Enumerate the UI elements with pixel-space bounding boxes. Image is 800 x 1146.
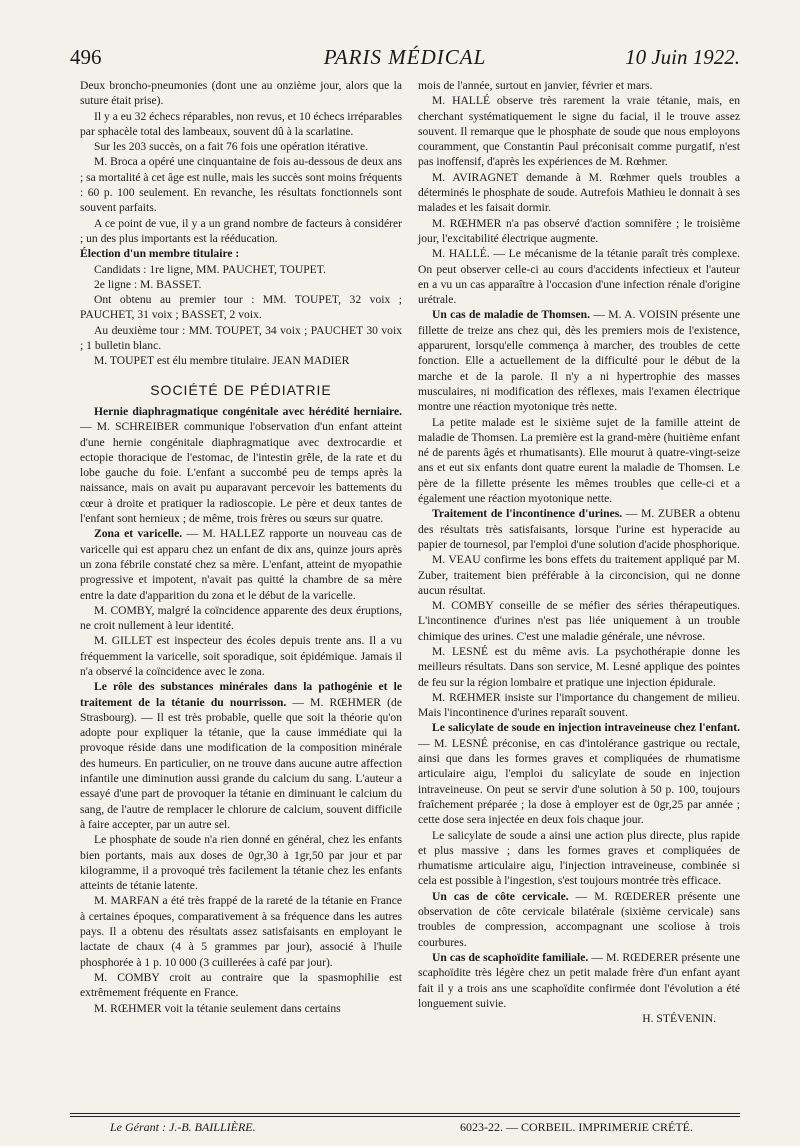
paragraph-text: M. GILLET est inspecteur des écoles depuis trente ans. Il a vu fréquemment la varicelle, soit sporadique, soit épidémique. Jamais il n'a observé la coïncidence avec le zona. [80, 634, 402, 678]
paragraph-text: La petite malade est le sixième sujet de la famille atteint de maladie de Thomsen. La première est la grand-mère (huitième enfant né de parents âgés et rhumatisants). Elle mourut à quatre-vingt-seize ans et eut six enfants dont quatre eurent la maladie de Thomsen. Le père de la fillette présente les mêmes troubles que celle-ci et a également une réaction myotonique nette. [418, 415, 740, 506]
paragraph-text: Ont obtenu au premier tour : MM. TOUPET, 32 voix ; PAUCHET, 31 voix ; BASSET, 2 voix. [80, 293, 402, 322]
page-header [70, 45, 740, 73]
paragraph [418, 950, 740, 1011]
paragraph [418, 93, 740, 169]
paragraph [80, 633, 402, 679]
paragraph-text: — M. RŒDERER présente une observation de côte cervicale bilatérale (sixième cervicale) sans troubles de compression, accompagnant une scoliose à trois courbures. [418, 889, 741, 949]
right-column [418, 78, 740, 1026]
paragraph-heading: Un cas de maladie de Thomsen. [432, 308, 590, 322]
paragraph-text: M. RŒHMER voit la tétanie seulement dans certains [94, 1001, 341, 1015]
paragraph [418, 644, 740, 690]
section-title: SOCIÉTÉ DE PÉDIATRIE [150, 381, 332, 398]
paragraph [80, 1001, 402, 1016]
page-footer [70, 1120, 740, 1138]
paragraph-text: M. TOUPET est élu membre titulaire. JEAN MADIER [94, 354, 350, 368]
paragraph-text: M. HALLÉ observe très rarement la vraie tétanie, mais, en cherchant systématiquement le signe du facial, il le trouve assez souvent. Il remarque que le phosphate de soude que nous employons couramment, que Constantin Paul préconisait comme purgatif, n'est pas inoffensif, d'après les expériences de M. Rœhmer. [418, 94, 740, 169]
paragraph [418, 506, 740, 552]
paragraph-heading: Hernie diaphragmatique congénitale avec hérédité herniaire. [94, 404, 402, 418]
paragraph-heading: Un cas de côte cervicale. [432, 889, 569, 903]
printer-line: 6023-22. — CORBEIL. IMPRIMERIE CRÉTÉ. [460, 1120, 693, 1134]
paragraph-text: M. MARFAN a été très frappé de la rareté de la tétanie en France à certaines époques, comparativement à sa fréquence dans les autres pays. Il a obtenu des résultats assez satisfaisants en employant le lactate de chaux (4 à 5 grammes par jour), associé à l'huile phosphorée à 1 p. 10 000 (3 cuillerées à café par jour). [80, 894, 402, 969]
paragraph-text: M. RŒHMER n'a pas observé d'action somnifère ; le troisième jour, l'excitabilité électrique augmente. [418, 216, 740, 245]
paragraph-text: M. COMBY conseille de se méfier des séries thérapeutiques. L'incontinence d'urines n'est pas liée uniquement à un trouble chimique des urines. C'est une maladie générale, une névrose. [418, 599, 740, 643]
paragraph-text: Le salicylate de soude a ainsi une action plus directe, plus rapide et plus massive ; dans les formes graves et compliquées de rhumatisme articulaire aigu, l'injection intraveineuse, combinée si cela est possible à l'ingestion, s'est toujours montrée très efficace. [418, 828, 740, 888]
paragraph [418, 78, 740, 93]
footer-rule [70, 1113, 740, 1114]
paragraph [80, 353, 402, 368]
paragraph [80, 109, 402, 140]
paragraph [418, 889, 740, 950]
paragraph-text: Deux broncho-pneumonies (dont une au onzième jour, alors que la suture était prise). [80, 79, 402, 108]
paragraph-text: — M. LESNÉ préconise, en cas d'intolérance gastrique ou rectale, ainsi que dans les formes graves et compliquées de rhumatisme articulaire aigu, l'emploi du salicylate de soude en injection intraveineuse. On peut se servir d'une solution à 50 p. 100, toujours fraîchement préparée ; la dose à employer est de 0gr,25 par année ; cette dose sera injectée en deux fois chaque jour. [418, 736, 740, 827]
paragraph-text: — M. SCHREIBER communique l'observation d'un enfant atteint d'une hernie congénitale diaphragmatique avec dextrocardie et ectopie thoracique de l'estomac, de l'intestin grêle, de la rate et du lobe gauche du foie. L'enfant a succombé peu de temps après la naissance, mais on avait pu auparavant percevoir les battements du cœur à droite et pratiquer la radioscopie. Le père et deux tantes de l'enfant sont hernieux ; de même, trois frères ou sœurs sur quatre. [80, 420, 402, 526]
paragraph-heading: Traitement de l'incontinence d'urines. [432, 507, 623, 521]
paragraph-text: M. RŒHMER insiste sur l'importance du changement de milieu. Mais l'incontinence d'urines reparaît souvent. [418, 690, 740, 720]
journal-title: PARIS MÉDICAL [323, 45, 487, 69]
paragraph [80, 262, 402, 277]
paragraph-text: Il y a eu 32 échecs réparables, non revus, et 10 échecs irréparables par sphacèle total des lambeaux, souvent dû à la scarlatine. [80, 109, 402, 138]
issue-date: 10 Juin 1922. [625, 45, 740, 69]
paragraph-text: Sur les 203 succès, on a fait 76 fois une opération itérative. [94, 140, 368, 154]
paragraph-text: M. VEAU confirme les bons effets du traitement appliqué par M. Zuber, traitement bien préférable à la circoncision, qui ne donne aucun résultat. [418, 553, 740, 597]
paragraph-text: — M. HALLEZ rapporte un nouveau cas de varicelle qui est apparu chez un enfant de dix ans, quinze jours après un zona fébrile constaté chez sa mère. L'enfant, atteint de myopathie progressive et impotent, n'avait pas quitté la chambre de sa mère entre la date d'apparition du zona et le début de la varicelle. [80, 527, 402, 602]
paragraph [80, 893, 402, 969]
paragraph [80, 323, 402, 354]
paragraph-text: mois de l'année, surtout en janvier, février et mars. [418, 79, 653, 92]
paragraph-text: Candidats : 1re ligne, MM. PAUCHET, TOUPET. [94, 262, 326, 276]
paragraph [80, 246, 402, 261]
paragraph-text: M. Broca a opéré une cinquantaine de fois au-dessous de deux ans ; sa mortalité à cet âge est nulle, mais les succès sont moins fréquents : 60 p. 100 seulement. En revanche, les résultats fonctionnels sont souvent parfaits. [80, 155, 402, 215]
paragraph [418, 246, 740, 307]
paragraph [80, 679, 402, 832]
paragraph [80, 154, 402, 215]
paragraph-text: 2e ligne : M. BASSET. [94, 277, 202, 291]
paragraph-text: — M. ZUBER a obtenu des résultats très satisfaisants, lorsque l'urine est hyperacide au papier de tournesol, par l'emploi d'une solution d'acide phosphorique. [418, 507, 740, 551]
paragraph [418, 828, 740, 889]
paragraph [80, 216, 402, 247]
paragraph-text: M. COMBY croit au contraire que la spasmophilie est extrêmement fréquente en France. [80, 970, 402, 1000]
paragraph [80, 139, 402, 154]
paragraph [80, 832, 402, 893]
paragraph-text: — M. RŒHMER (de Strasbourg). — Il est très probable, quelle que soit la théorie qu'on adopte pour expliquer la tétanie, que la cause immédiate qui la provoque réside dans une modification de la composition minérale des humeurs. En particulier, on ne trouve dans aucune autre affection infantile une diminution aussi grande du calcium du sang. L'auteur a essayé d'une part de provoquer la tétanie en diminuant le calcium du sang, de l'autre de remplacer le chlorure de calcium, souvent difficile à faire accepter, par un autre sel. [80, 695, 402, 831]
left-column [80, 78, 402, 1016]
paragraph-heading: Le rôle des substances minérales dans la pathogénie et le traitement de la tétanie du nourrisson. [80, 680, 402, 709]
paragraph [80, 526, 402, 602]
paragraph [418, 552, 740, 598]
page-number: 496 [70, 45, 102, 69]
paragraph-heading: Un cas de scaphoïdite familiale. [432, 950, 589, 964]
paragraph-text: Le phosphate de soude n'a rien donné en général, chez les enfants bien portants, mais aux doses de 0gr,30 à 1gr,50 par jour et par kilogramme, il a provoqué très facilement la tétanie chez les enfants atteints de tétanie latente. [80, 833, 402, 893]
paragraph [80, 404, 402, 526]
author-signature: H. STÉVENIN. [642, 1012, 716, 1026]
paragraph-text: — M. A. VOISIN présente une fillette de treize ans chez qui, dès les premiers mois de l'existence, apparurent, lorsqu'elle commença à marcher, des troubles de cette fonction. Elle a actuellement de la difficulté pour le début de la marche et de la parole. Il n'y a ni hypertrophie des masses musculaires, ni modification des réflexes, mais l'examen électrique montre une réaction myotonique très nette. [418, 308, 740, 414]
paragraph [80, 277, 402, 292]
paragraph [80, 603, 402, 634]
paragraph [418, 307, 740, 414]
paragraph [80, 292, 402, 323]
paragraph [418, 415, 740, 507]
paragraph [80, 78, 402, 109]
paragraph-text: A ce point de vue, il y a un grand nombre de facteurs à considérer ; un des plus importants est la rééducation. [80, 216, 402, 245]
paragraph [418, 598, 740, 644]
paragraph-text: — M. RŒDERER présente une scaphoïdite très légère chez un petit malade frère d'un enfant ayant fait il y a trois ans une scaphoïdite confirmée dont l'évolution a été longuement suivie. [418, 950, 740, 1010]
paragraph [80, 970, 402, 1001]
paragraph-heading: Zona et varicelle. [94, 527, 183, 541]
publisher-line: Le Gérant : J.-B. BAILLIÈRE. [110, 1120, 256, 1134]
paragraph-text: Au deuxième tour : MM. TOUPET, 34 voix ; PAUCHET 30 voix ; 1 bulletin blanc. [80, 323, 402, 353]
paragraph-heading: Le salicylate de soude en injection intraveineuse chez l'enfant. [432, 721, 740, 735]
footer-rule [70, 1116, 740, 1117]
paragraph [418, 216, 740, 247]
paragraph-text: M. LESNÉ est du même avis. La psychothérapie donne les meilleurs résultats. Dans son service, M. Lesné applique des pointes de feu sur la région lombaire et pratique une injection épidurale. [418, 644, 740, 689]
paragraph-text: M. HALLÉ. — Le mécanisme de la tétanie paraît très complexe. On peut observer celle-ci au cours d'accidents infectieux et l'auteur en a vu un cas apparaître à l'occasion d'une infection rénale d'origine urétrale. [418, 247, 740, 307]
paragraph-heading: Élection d'un membre titulaire : [80, 247, 240, 261]
paragraph-text: M. AVIRAGNET demande à M. Rœhmer quels troubles a déterminés le phosphate de soude. Autrefois Mathieu le donnait à ses malades et les faisait dormir. [418, 170, 740, 215]
paragraph [418, 720, 740, 827]
paragraph-text: M. COMBY, malgré la coïncidence apparente des deux éruptions, ne croit nullement à leur identité. [80, 603, 402, 633]
paragraph [418, 690, 740, 721]
paragraph [418, 170, 740, 216]
